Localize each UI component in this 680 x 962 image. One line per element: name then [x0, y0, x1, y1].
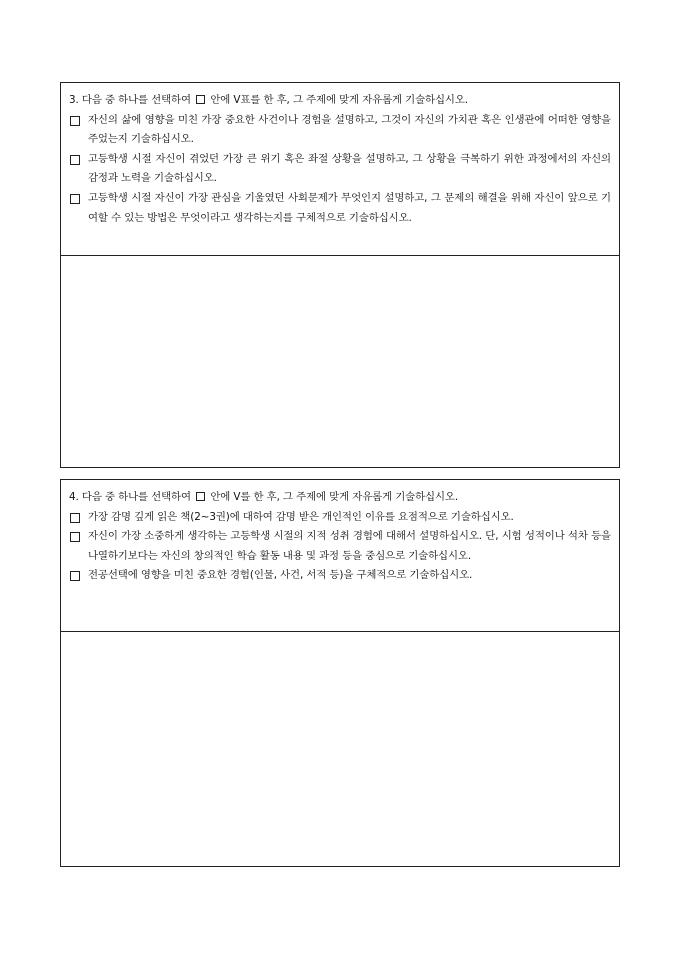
- answer-area-3[interactable]: [61, 256, 619, 467]
- question-3-prompt-end: 안에 V표를 한 후, 그 주제에 맞게 자유롭게 기술하십시오.: [210, 94, 468, 106]
- question-4-option-1: [69, 508, 611, 528]
- question-3-prompt-start: 3. 다음 중 하나를 선택하여: [69, 94, 191, 106]
- answer-area-4[interactable]: [61, 632, 619, 866]
- essay-section-4: [60, 479, 620, 867]
- option-checkbox[interactable]: [70, 155, 80, 165]
- question-4-prompt-start: 4. 다음 중 하나를 선택하여: [69, 491, 191, 503]
- question-3-option-2: [69, 150, 611, 189]
- question-3-option-3: [69, 189, 611, 228]
- option-text: 고등학생 시절 자신이 가장 관심을 기울였던 사회문제가 무엇인지 설명하고, 그 문제의 해결을 위해 자신이 앞으로 기여할 수 있는 방법은 무엇이라고 생각하는지를 구체적으로 기술하십시오.: [88, 191, 611, 224]
- option-text: 자신이 가장 소중하게 생각하는 고등학생 시절의 지적 성취 경험에 대해서 설명하십시오. 단, 시험 성적이나 석차 등을 나열하기보다는 자신의 창의적인 학습 활동 내용 및 과정 등을 중심으로 기술하십시오.: [88, 530, 611, 562]
- option-text: 전공선택에 영향을 미친 중요한 경험(인물, 사건, 서적 등)을 구체적으로 기술하십시오.: [88, 569, 473, 582]
- option-checkbox[interactable]: [70, 116, 80, 126]
- question-3-prompt: [69, 91, 611, 111]
- essay-section-3: [60, 82, 620, 468]
- option-checkbox[interactable]: [70, 194, 80, 204]
- question-4-prompt: [69, 488, 611, 508]
- inline-checkbox-symbol: [196, 95, 205, 104]
- question-3-option-1: [69, 111, 611, 150]
- question-4-option-2: [69, 527, 611, 566]
- option-text: 고등학생 시절 자신이 겪었던 가장 큰 위기 혹은 좌절 상황을 설명하고, 그 상황을 극복하기 위한 과정에서의 자신의 감정과 노력을 기술하십시오.: [88, 152, 611, 185]
- question-box-4: [61, 480, 619, 632]
- option-checkbox[interactable]: [70, 513, 80, 523]
- question-4-prompt-end: 안에 V를 한 후, 그 주제에 맞게 자유롭게 기술하십시오.: [210, 491, 459, 503]
- option-text: 자신의 삶에 영향을 미친 가장 중요한 사건이나 경험을 설명하고, 그것이 자신의 가치관 혹은 인생관에 어떠한 영향을 주었는지 기술하십시오.: [88, 113, 611, 146]
- option-checkbox[interactable]: [70, 571, 80, 581]
- inline-checkbox-symbol: [196, 492, 205, 501]
- question-box-3: [61, 83, 619, 256]
- question-4-option-3: [69, 566, 611, 586]
- option-checkbox[interactable]: [70, 532, 80, 542]
- option-text: 가장 감명 깊게 읽은 책(2~3권)에 대하여 감명 받은 개인적인 이유를 요점적으로 기술하십시오.: [88, 510, 514, 523]
